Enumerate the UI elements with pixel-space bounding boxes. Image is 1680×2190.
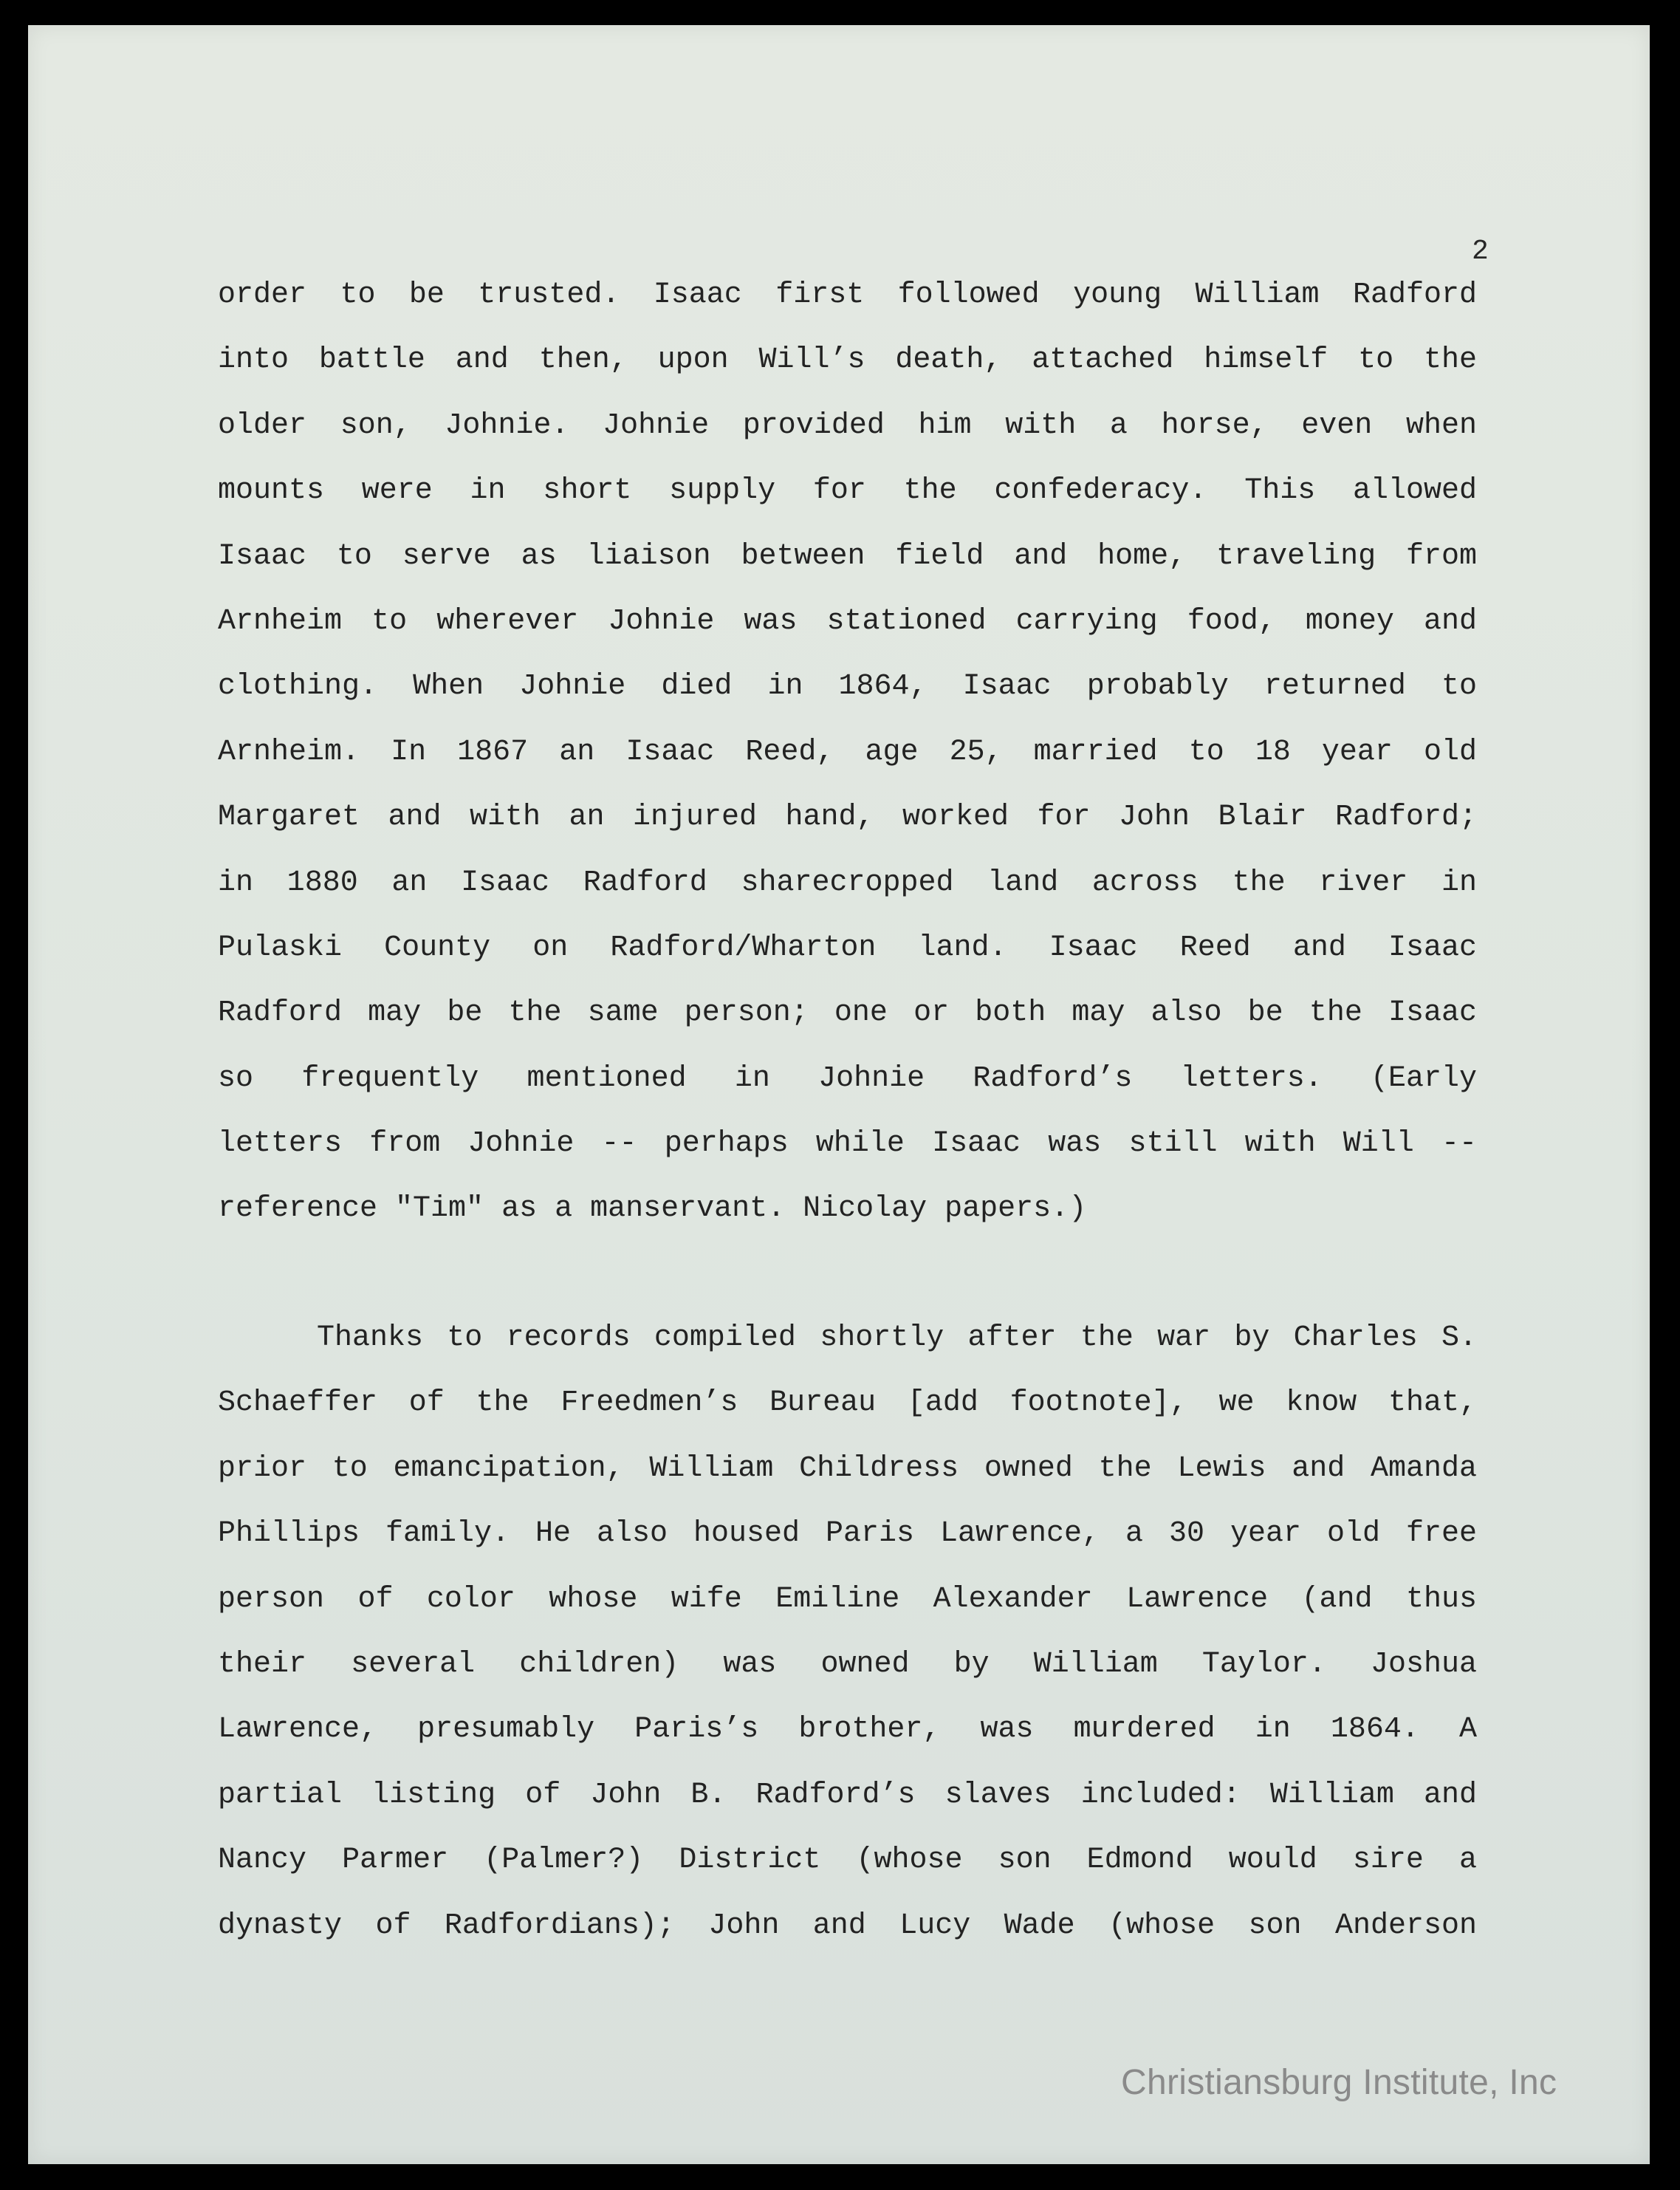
text-line: Arnheim. In 1867 an Isaac Reed, age 25, married to 18 year old (218, 735, 1477, 769)
text-line: in 1880 an Isaac Radford sharecropped land across the river in (218, 866, 1477, 900)
text-line: dynasty of Radfordians); John and Lucy Wade (whose son Anderson (218, 1909, 1477, 1943)
watermark: Christiansburg Institute, Inc (1121, 2063, 1557, 2102)
text-line: partial listing of John B. Radford’s slaves included: William and (218, 1778, 1477, 1812)
text-line: prior to emancipation, William Childress owned the Lewis and Amanda (218, 1451, 1477, 1485)
text-line: Nancy Parmer (Palmer?) District (whose son Edmond would sire a (218, 1844, 1477, 1878)
text-line: their several children) was owned by William Taylor. Joshua (218, 1647, 1477, 1681)
text-line: clothing. When Johnie died in 1864, Isaac probably returned to (218, 670, 1477, 704)
text-line: Radford may be the same person; one or both may also be the Isaac (218, 996, 1477, 1030)
paragraph-1 (218, 263, 1477, 1242)
text-line: Phillips family. He also housed Paris Lawrence, a 30 year old free (218, 1517, 1477, 1551)
text-line: letters from Johnie -- perhaps while Isaac was still with Will -- (218, 1127, 1477, 1161)
text-line: Thanks to records compiled shortly after the war by Charles S. (317, 1321, 1477, 1355)
text-line: so frequently mentioned in Johnie Radford’s letters. (Early (218, 1061, 1477, 1095)
text-line: reference "Tim" as a manservant. Nicolay papers.) (218, 1192, 1087, 1226)
text-line: person of color whose wife Emiline Alexander Lawrence (and thus (218, 1582, 1477, 1616)
text-line: Lawrence, presumably Paris’s brother, was murdered in 1864. A (218, 1713, 1477, 1747)
text-line: Isaac to serve as liaison between field and home, traveling from (218, 539, 1477, 573)
paragraph-2 (218, 1306, 1477, 1959)
text-line: Pulaski County on Radford/Wharton land. Isaac Reed and Isaac (218, 931, 1477, 965)
text-line: order to be trusted. Isaac first followed young William Radford (218, 278, 1477, 312)
text-line: mounts were in short supply for the confederacy. This allowed (218, 474, 1477, 508)
text-line: Arnheim to wherever Johnie was stationed carrying food, money and (218, 604, 1477, 638)
text-line: Schaeffer of the Freedmen’s Bureau [add footnote], we know that, (218, 1386, 1477, 1420)
text-line: older son, Johnie. Johnie provided him with a horse, even when (218, 408, 1477, 442)
page-number: 2 (1472, 236, 1489, 267)
text-line: Margaret and with an injured hand, worked for John Blair Radford; (218, 801, 1477, 835)
text-line: into battle and then, upon Will’s death, attached himself to the (218, 343, 1477, 377)
